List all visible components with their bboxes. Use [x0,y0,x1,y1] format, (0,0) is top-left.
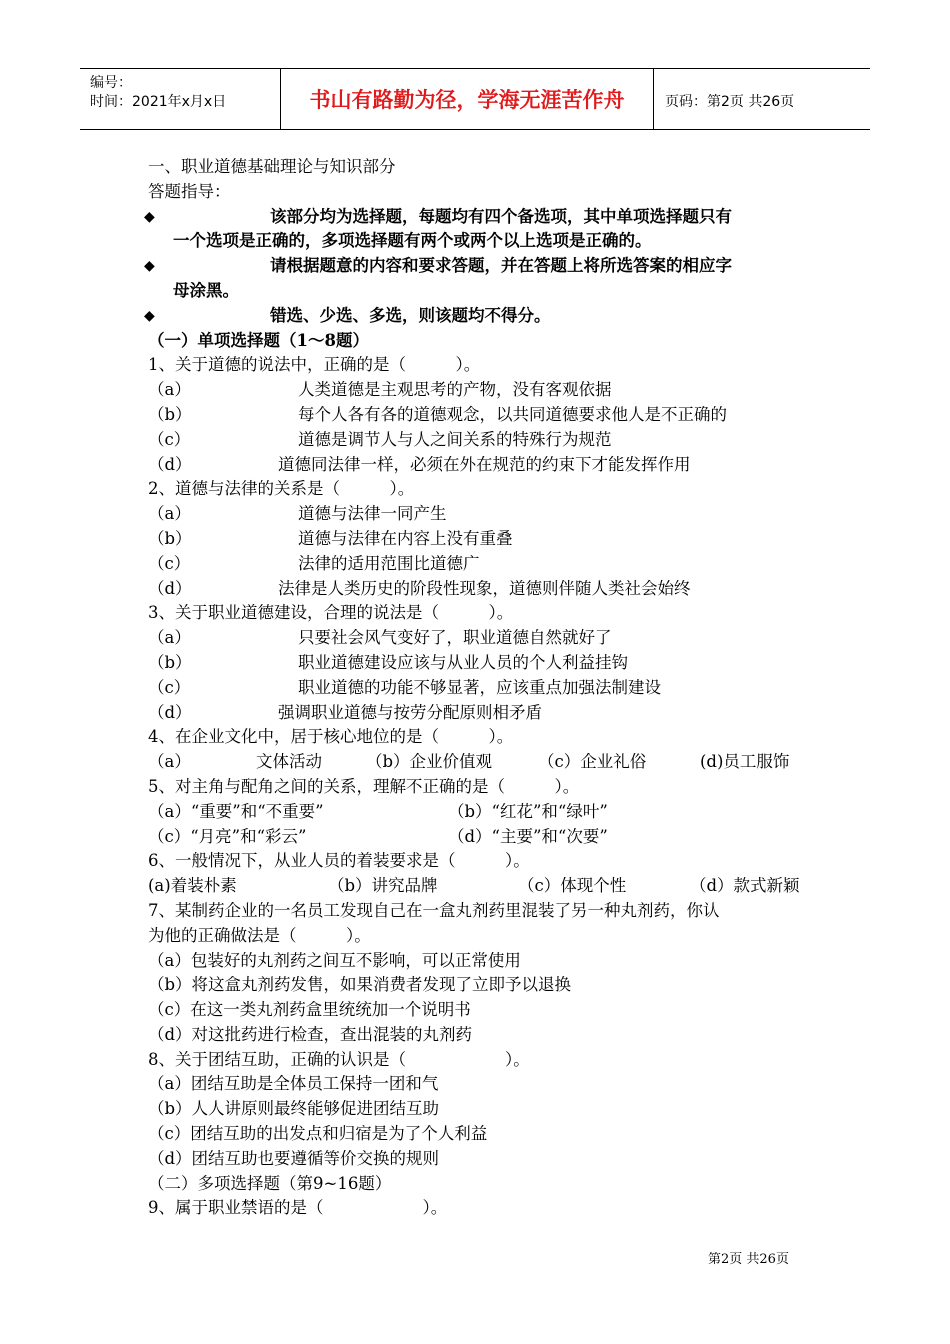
question-6-option-b: （b）讲究品牌 [328,876,438,896]
question-4-option-b: （b）企业价值观 [366,752,493,772]
guide-item-1: ◆ 该部分均为选择题，每题均有四个备选项，其中单项选择题只有 [148,205,818,230]
part1-title: （一）单项选择题（1～8题） [148,330,369,350]
question-4-option-a-label: （a） [148,752,191,772]
question-5-options-cd [148,825,818,850]
question-4-option-c: （c）企业礼俗 [538,752,647,772]
question-7-option-c: （c）在这一类丸剂药盒里统统加一个说明书 [148,1000,471,1020]
question-5-option-c: （c）“月亮”和“彩云” [148,826,307,846]
question-1-option-d: （d） 道德同法律一样，必须在外在规范的约束下才能发挥作用 [148,454,691,474]
header-code: 编号： [90,75,132,91]
question-1-option-a: （a） 人类道德是主观思考的产物，没有客观依据 [148,380,612,400]
question-6-option-a: (a)着装朴素 [148,876,237,896]
question-7-stem: 7、某制药企业的一名员工发现自己在一盒丸剂药里混装了另一种丸剂药，你认 [148,900,720,920]
part2-title: （二）多项选择题（第9~16题） [148,1173,392,1193]
question-9-stem: 9、属于职业禁语的是（ ）。 [148,1198,448,1218]
question-6-options [148,874,818,899]
question-2-option-c: （c） 法律的适用范围比道德广 [148,553,480,573]
question-7-stem-cont: 为他的正确做法是（ ）。 [148,925,371,945]
question-5-option-d: （d）“主要”和“次要” [448,826,608,846]
question-7-option-a: （a）包装好的丸剂药之间互不影响，可以正常使用 [148,950,521,970]
page-footer: 第2页 共26页 [708,1252,789,1267]
question-3-option-d: （d） 强调职业道德与按劳分配原则相矛盾 [148,702,542,722]
header-motto: 书山有路勤为径，学海无涯苦作舟 [309,88,625,112]
diamond-bullet-icon: ◆ [144,258,155,275]
question-2-stem: 2、道德与法律的关系是（ ）。 [148,479,415,499]
question-7-option-b: （b）将这盒丸剂药发售，如果消费者发现了立即予以退换 [148,975,572,995]
guide-item-2-cont: 母涂黑。 [173,280,239,300]
question-5-stem: 5、对主角与配角之间的关系，理解不正确的是（ ）。 [148,776,580,796]
question-1-option-c: （c） 道德是调节人与人之间关系的特殊行为规范 [148,429,612,449]
page-header [80,68,870,130]
question-2-option-b: （b） 道德与法律在内容上没有重叠 [148,528,513,548]
header-page-number: 页码：第2页 共26页 [665,94,795,110]
question-6-stem: 6、一般情况下，从业人员的着装要求是（ ）。 [148,851,530,871]
question-7-option-d: （d）对这批药进行检查，查出混装的丸剂药 [148,1024,473,1044]
guide-item-1-cont: 一个选项是正确的，多项选择题有两个或两个以上选项是正确的。 [173,231,652,251]
question-8-option-b: （b）人人讲原则最终能够促进团结互助 [148,1099,440,1119]
diamond-bullet-icon: ◆ [144,208,155,225]
question-5-option-a: （a）“重要”和“不重要” [148,801,324,821]
question-4-options [148,750,818,775]
question-3-option-c: （c） 职业道德的功能不够显著，应该重点加强法制建设 [148,677,661,697]
section-title: 一、职业道德基础理论与知识部分 [148,157,396,176]
question-2-option-a: （a） 道德与法律一同产生 [148,504,447,524]
question-8-option-d: （d）团结互助也要遵循等价交换的规则 [148,1148,440,1168]
question-2-option-d: （d） 法律是人类历史的阶段性现象，道德则伴随人类社会始终 [148,578,691,598]
question-6-option-d: （d）款式新颖 [690,876,800,896]
guide-item-3: ◆ 错选、少选、多选，则该题均不得分。 [148,304,818,329]
question-3-option-a: （a） 只要社会风气变好了，职业道德自然就好了 [148,628,612,648]
question-3-option-b: （b） 职业道德建设应该与从业人员的个人利益挂钩 [148,652,628,672]
question-1-option-b: （b） 每个人各有各的道德观念，以共同道德要求他人是不正确的 [148,404,727,424]
question-8-option-a: （a）团结互助是全体员工保持一团和气 [148,1074,439,1094]
question-4-option-d: (d)员工服饰 [700,752,790,772]
header-middle-cell [281,69,654,129]
question-3-stem: 3、关于职业道德建设，合理的说法是（ ）。 [148,603,514,623]
document-body [144,155,818,1221]
guide-item-2: ◆ 请根据题意的内容和要求答题，并在答题上将所选答案的相应字 [148,254,818,279]
header-left-cell [80,69,281,129]
question-8-stem: 8、关于团结互助，正确的认识是（ ）。 [148,1049,530,1069]
question-5-option-b: （b）“红花”和“绿叶” [448,801,608,821]
guide-title: 答题指导： [148,181,231,201]
question-5-options-ab [148,800,818,825]
question-6-option-c: （c）体现个性 [518,876,627,896]
diamond-bullet-icon: ◆ [144,307,155,324]
question-1-stem: 1、关于道德的说法中，正确的是（ ）。 [148,355,481,375]
question-4-stem: 4、在企业文化中，居于核心地位的是（ ）。 [148,727,514,747]
header-time: 时间：2021年x月x日 [90,94,227,110]
question-4-option-a: 文体活动 [256,752,322,772]
question-8-option-c: （c）团结互助的出发点和归宿是为了个人利益 [148,1124,488,1144]
